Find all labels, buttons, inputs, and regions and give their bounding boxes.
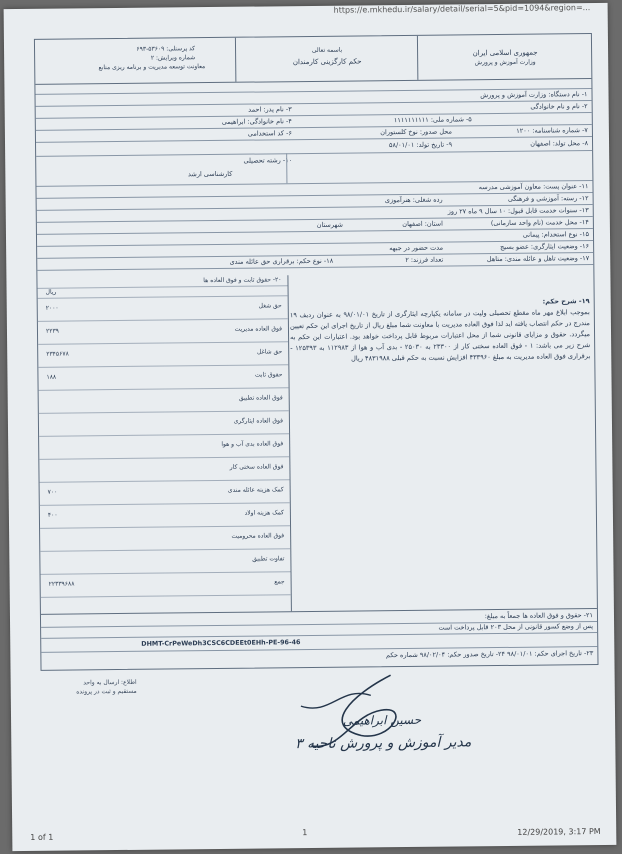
table-row-label: فوق العاده محرومیت [231, 532, 285, 540]
table-row-label: فوق العاده مدیریت [234, 325, 283, 333]
education-field: ۱۰- رشته تحصیلی [243, 156, 293, 165]
page-number: 1 [302, 828, 308, 838]
header-decree-title: حکم کارگزینی کارمندان [292, 57, 362, 67]
agency-name: ۱- نام دستگاه: وزارت آموزش و پرورش [480, 90, 588, 100]
birth-date: ۹- تاریخ تولد: ۵۸/۰۱/۰۱ [388, 140, 453, 150]
total-amount-label: ۲۱- حقوق و فوق العاده ها جمعاً به مبلغ: [484, 611, 594, 621]
children-count: تعداد فرزند: ۲ [405, 255, 444, 264]
decree-serial: DHMT-CrPeWeDh3CSC6CDEEt0EHh-PE-96-46 [141, 638, 301, 648]
table-row-label: فوق العاده تطبیق [238, 394, 283, 402]
signer-title: مدیر آموزش و پرورش ناحیه ۳ [294, 734, 472, 753]
full-name-label: ۲- نام و نام خانوادگی [530, 102, 588, 111]
table-row-value: ۴۰۰ [47, 511, 58, 519]
province: استان: اصفهان [402, 219, 443, 229]
signature-block [241, 664, 482, 777]
rial-header: ریال [45, 288, 57, 296]
print-timestamp: 12/29/2019, 3:17 PM [517, 826, 601, 837]
table-row-label: حق شغل [258, 302, 282, 310]
header-left [35, 38, 235, 84]
front-duration: مدت حضور در جبهه [389, 243, 444, 253]
table-row-label: فوق العاده بدی آب و هوا [221, 440, 284, 448]
deduction-note: پس از وضع کسور قانونی از محل ۲۰۳ قابل پرداخت است [438, 622, 594, 632]
issue-place: محل صدور: نوخ کلستوران [380, 127, 452, 137]
decree-dates: ۲۳- تاریخ اجرای حکم: ۹۸/۰۱/۰۱ ۲۴- تاریخ صدور حکم: ۹۸/۰۲/۰۴ شماره حکم [385, 649, 594, 660]
header-right [417, 34, 592, 80]
job-class: رده شغلی: هنرآموزی [384, 195, 443, 205]
father-name: ۳- نام پدر: احمد [248, 105, 292, 114]
signer-name: حسین ابراهیمی [342, 712, 422, 728]
post-title: ۱۱- عنوان پست: معاون آموزشی مدرسه [478, 182, 589, 192]
revision-number: شماره ویرایش: ۲ [150, 54, 196, 62]
form-header [35, 34, 591, 85]
city: شهرستان [316, 220, 343, 229]
table-title: ۲۰- حقوق ثابت و فوق العاده ها [203, 276, 282, 285]
table-row-label: فوق العاده ایثارگری [233, 417, 283, 425]
deputy-unit: معاونت توسعه مدیریت و برنامه ریزی منابع [98, 63, 206, 72]
header-bismillah: باسمه تعالی [311, 46, 343, 54]
table-row-value: ۱۸۸ [46, 373, 57, 381]
decree-type: ۱۸- نوع حکم: برقراری حق عائله مندی [229, 256, 334, 266]
page-count: 1 of 1 [30, 832, 54, 842]
employment-code: ۶- کد استخدامی [247, 129, 292, 138]
table-row [41, 571, 291, 598]
veteran-status: ۱۶- وضعیت ایثارگری: عضو بسیج [500, 242, 590, 251]
table-row-label: تفاوت تطبیق [252, 555, 285, 563]
employment-type: ۱۵- نوع استخدام: پیمانی [522, 230, 590, 239]
national-id: ۵- شماره ملی: ۱۱۱۱۱۱۱۱۱۱ [393, 115, 472, 125]
work-location: ۱۴- محل خدمت (نام واحد سازمانی) [490, 218, 589, 228]
salary-table [37, 275, 292, 614]
header-center [235, 36, 418, 82]
decree-description [290, 296, 591, 365]
job-category: ۱۲- رسته: آموزشی و فرهنگی [507, 194, 589, 203]
salary-decree-form [34, 33, 599, 671]
family-name: ۴- نام خانوادگی: ابراهیمی [221, 117, 292, 126]
verdict-title: ۱۹- شرح حکم: [542, 297, 590, 306]
marital-status: ۱۷- وضعیت تاهل و عائله مندی: متاهل [486, 254, 590, 264]
education-degree: کارشناسی ارشد [187, 169, 233, 179]
header-country: جمهوری اسلامی ایران [472, 48, 538, 58]
birth-cert-number: ۷- شماره شناسنامه: ۱۲۰۰ [516, 126, 588, 135]
table-row-label: حقوق ثابت [254, 371, 283, 379]
document-sheet [4, 3, 617, 851]
table-row-value: ۲۲۳۹ [45, 327, 59, 335]
service-years: ۱۳- سنوات خدمت قابل قبول: ۱۰ سال ۹ ماه ۲۷ روز [447, 206, 589, 216]
distribution-note: اطلاع: ارسال به واحد مستقیم و ثبت در پرونده [76, 678, 137, 696]
personnel-code: کد پرسنلی: ۵۳۶۰۹-۶۹۳ [136, 45, 196, 53]
header-org: وزارت آموزش و پرورش [474, 58, 536, 67]
table-row-value: ۲۲۳۳۹۶۸۸ [48, 580, 75, 588]
verdict-text: بموجب ابلاغ مهر ماه مقطع تحصیلی ولیت در سامانه یکپارچه ایثارگری از تاریخ ۹۸/۰۱/۰۱ به عنوان ردیف ۱۹ مندرج در حکم انتصاب یافته اید لذا فوق العاده مدیریت با معاونت شما مبلغ ریال از تاریخ اجرای این حکم تعیین میگردد. حقوق و مزایای قانونی شما از محل اعتبارات مربوط قابل پرداخت خواهد بود. اعتبارات این حکم به شرح زیر می باشد: ۱ - فوق العاده سختی کار از ۲۳۳۰۰ به ۲۵۰۳۰ - بدی آب و هوا از ۱۱۲۹۸۳ به ۱۲۵۳۹۳ - برقراری فوق العاده مدیریت به مبلغ ۴۳۳۹۶۰ افزایش نسبت به حکم قبلی ۴۸۳۱۹۸۸ ریال [289, 308, 591, 363]
birth-place: ۸- محل تولد: اصفهان [530, 139, 589, 148]
table-row-label: کمک هزینه اولاد [244, 509, 284, 517]
table-row-value: ۷۰۰ [47, 488, 58, 496]
page-url: https://e.mkhedu.ir/salary/detail/serial=5&pid=1094&region=... [333, 3, 591, 15]
table-row-label: حق شاغل [257, 348, 283, 356]
table-row-label: فوق العاده سختی کار [229, 463, 284, 471]
table-row-value: ۲۰۰۰ [45, 304, 59, 312]
table-row-value: ۲۳۴۵۶۷۸ [46, 350, 69, 358]
table-row-label: کمک هزینه عائله مندی [227, 486, 284, 494]
table-row-label: جمع [274, 578, 285, 586]
